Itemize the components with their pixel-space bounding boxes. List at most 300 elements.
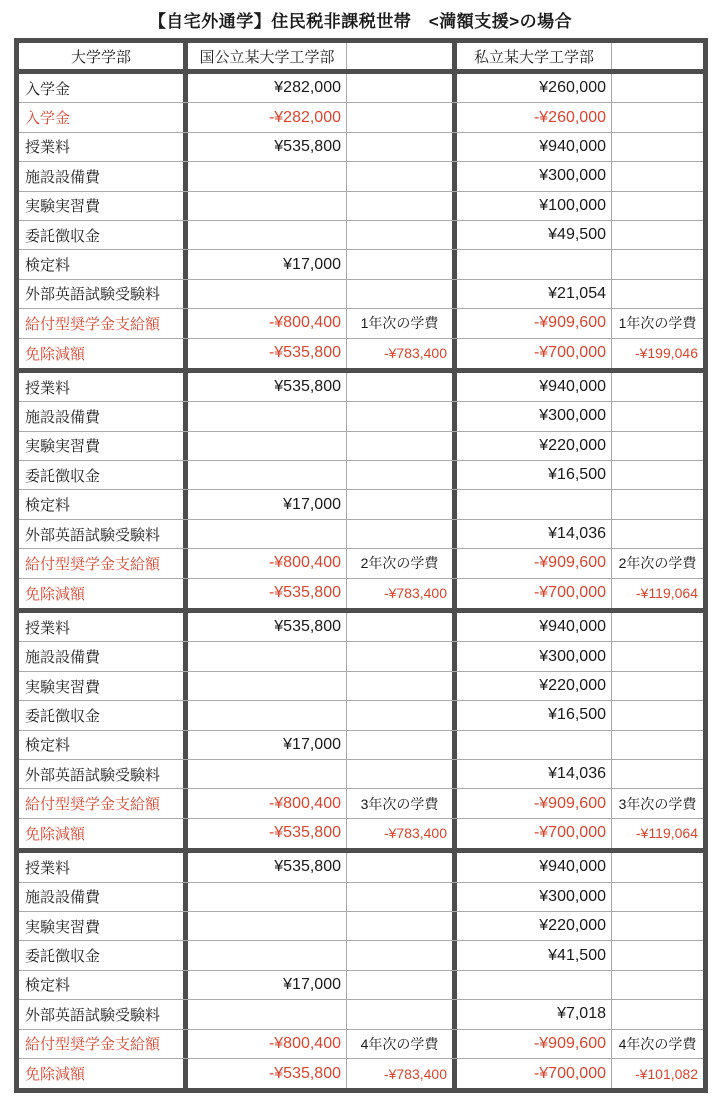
cell-value — [457, 339, 612, 368]
cell-value-text: -¥783,400 — [383, 1065, 447, 1082]
cell-value — [612, 789, 703, 817]
table-row — [19, 373, 703, 402]
cell-value-text: 2年次の学費 — [360, 555, 439, 572]
cell-value-text: -¥700,000 — [533, 344, 606, 362]
row-label — [19, 520, 188, 548]
row-label-text: 授業料 — [25, 379, 71, 397]
row-label-text: 授業料 — [25, 619, 71, 637]
cell-value — [347, 250, 457, 278]
cell-value — [612, 701, 703, 729]
cell-value — [347, 613, 457, 641]
cell-value — [188, 1030, 347, 1058]
cell-value-text: ¥41,500 — [548, 946, 606, 964]
cell-value-text: -¥800,400 — [268, 314, 341, 332]
cell-value — [188, 1000, 347, 1028]
cell-value — [188, 1059, 347, 1088]
header-national-note — [347, 43, 457, 69]
cell-value — [347, 701, 457, 729]
cell-value — [457, 789, 612, 817]
table-body — [19, 74, 703, 1088]
table-row — [19, 192, 703, 221]
cell-value — [347, 402, 457, 430]
row-label — [19, 1000, 188, 1028]
cell-value — [612, 853, 703, 881]
row-label — [19, 221, 188, 249]
cell-value — [457, 192, 612, 220]
row-label-text: 免除減額 — [25, 825, 86, 843]
cell-value-text: -¥119,064 — [635, 585, 698, 602]
cell-value — [347, 941, 457, 969]
row-label-text: 実験実習費 — [25, 678, 101, 696]
row-label-text: 外部英語試験受験料 — [25, 766, 161, 784]
table-row — [19, 789, 703, 818]
cell-value — [188, 402, 347, 430]
cell-value — [347, 74, 457, 102]
cell-value — [188, 74, 347, 102]
table-row — [19, 432, 703, 461]
cell-value — [612, 373, 703, 401]
cell-value — [457, 74, 612, 102]
row-label-text: 入学金 — [25, 110, 71, 128]
cell-value-text: -¥260,000 — [533, 108, 606, 126]
cell-value — [188, 432, 347, 460]
cell-value — [188, 490, 347, 518]
cell-value — [188, 373, 347, 401]
cell-value — [612, 221, 703, 249]
cell-value-text: 1年次の学費 — [618, 315, 697, 332]
cell-value — [347, 1030, 457, 1058]
row-label-text: 免除減額 — [25, 585, 86, 603]
table-row — [19, 250, 703, 279]
cell-value-text: 3年次の学費 — [618, 795, 697, 812]
table-row — [19, 103, 703, 132]
row-label — [19, 642, 188, 670]
section-year-3 — [19, 608, 703, 848]
cell-value — [347, 103, 457, 131]
table-row — [19, 579, 703, 608]
cell-value — [188, 162, 347, 190]
row-label — [19, 402, 188, 430]
row-label-text: 委託徴収金 — [25, 227, 101, 245]
cell-value-text: ¥17,000 — [283, 255, 341, 273]
cell-value — [188, 192, 347, 220]
cell-value — [347, 819, 457, 848]
cell-value-text: ¥282,000 — [274, 79, 341, 97]
row-label — [19, 250, 188, 278]
cell-value — [457, 432, 612, 460]
cell-value — [188, 461, 347, 489]
cell-value — [347, 373, 457, 401]
table-row — [19, 221, 703, 250]
cell-value — [347, 490, 457, 518]
row-label-text: 授業料 — [25, 859, 71, 877]
table-row — [19, 912, 703, 941]
cell-value-text: ¥535,800 — [274, 378, 341, 396]
cell-value — [457, 461, 612, 489]
row-label — [19, 731, 188, 759]
cell-value-text: -¥700,000 — [533, 1064, 606, 1082]
cell-value — [612, 760, 703, 788]
cell-value — [457, 1059, 612, 1088]
cell-value-text: -¥783,400 — [383, 585, 447, 602]
cell-value — [612, 432, 703, 460]
cell-value — [457, 373, 612, 401]
cell-value — [188, 819, 347, 848]
row-label — [19, 490, 188, 518]
cell-value — [188, 672, 347, 700]
cell-value — [612, 672, 703, 700]
cell-value — [347, 672, 457, 700]
cell-value — [457, 941, 612, 969]
row-label — [19, 432, 188, 460]
tuition-fees-table — [14, 38, 708, 1093]
row-label — [19, 613, 188, 641]
cell-value — [188, 613, 347, 641]
cell-value — [457, 613, 612, 641]
cell-value-text: ¥7,018 — [557, 1005, 606, 1023]
row-label-text: 給付型奨学金支給額 — [25, 1036, 161, 1054]
cell-value — [612, 490, 703, 518]
table-row — [19, 853, 703, 882]
header-private-university — [457, 43, 612, 69]
cell-value — [612, 883, 703, 911]
cell-value — [347, 339, 457, 368]
cell-value — [612, 642, 703, 670]
cell-value — [347, 1059, 457, 1088]
row-label — [19, 672, 188, 700]
row-label — [19, 461, 188, 489]
cell-value-text: ¥300,000 — [539, 887, 606, 905]
row-label-text: 免除減額 — [25, 1066, 86, 1084]
cell-value — [347, 853, 457, 881]
cell-value — [188, 760, 347, 788]
cell-value — [188, 309, 347, 337]
cell-value — [188, 133, 347, 161]
table-row — [19, 819, 703, 848]
cell-value — [347, 520, 457, 548]
cell-value — [612, 731, 703, 759]
row-label — [19, 1030, 188, 1058]
cell-value — [347, 789, 457, 817]
cell-value — [188, 250, 347, 278]
cell-value — [612, 579, 703, 608]
row-label — [19, 912, 188, 940]
cell-value — [347, 1000, 457, 1028]
cell-value — [347, 642, 457, 670]
cell-value-text: 1年次の学費 — [360, 315, 439, 332]
table-row — [19, 642, 703, 671]
table-header-row — [19, 43, 703, 74]
cell-value — [188, 221, 347, 249]
table-row — [19, 280, 703, 309]
cell-value — [347, 912, 457, 940]
table-row — [19, 613, 703, 642]
row-label-text: 実験実習費 — [25, 918, 101, 936]
row-label — [19, 309, 188, 337]
cell-value-text: -¥700,000 — [533, 824, 606, 842]
cell-value — [612, 402, 703, 430]
cell-value — [188, 339, 347, 368]
cell-value — [188, 642, 347, 670]
cell-value — [457, 549, 612, 577]
row-label — [19, 883, 188, 911]
cell-value-text: -¥535,800 — [268, 824, 341, 842]
cell-value — [457, 520, 612, 548]
row-label — [19, 74, 188, 102]
row-label-text: 検定料 — [25, 977, 71, 995]
cell-value-text: ¥100,000 — [539, 196, 606, 214]
cell-value — [612, 309, 703, 337]
table-row — [19, 701, 703, 730]
table-row — [19, 883, 703, 912]
header-private-note — [612, 43, 703, 69]
row-label-text: 実験実習費 — [25, 438, 101, 456]
page-title: 【自宅外通学】住民税非課税世帯 <満額支援>の場合 — [148, 12, 573, 31]
cell-value — [347, 760, 457, 788]
cell-value-text: ¥14,036 — [548, 525, 606, 543]
table-row — [19, 760, 703, 789]
table-row — [19, 309, 703, 338]
cell-value-text: ¥300,000 — [539, 167, 606, 185]
section-year-1 — [19, 74, 703, 368]
cell-value — [347, 162, 457, 190]
table-row — [19, 74, 703, 103]
cell-value-text: ¥300,000 — [539, 407, 606, 425]
cell-value — [612, 819, 703, 848]
section-year-4 — [19, 848, 703, 1088]
cell-value — [347, 309, 457, 337]
cell-value — [612, 192, 703, 220]
cell-value-text: ¥17,000 — [283, 975, 341, 993]
cell-value-text: ¥300,000 — [539, 647, 606, 665]
cell-value-text: ¥940,000 — [539, 858, 606, 876]
row-label-text: 施設設備費 — [25, 168, 101, 186]
cell-value — [612, 941, 703, 969]
cell-value-text: ¥49,500 — [548, 226, 606, 244]
table-row — [19, 549, 703, 578]
cell-value — [347, 280, 457, 308]
table-row — [19, 672, 703, 701]
cell-value — [457, 853, 612, 881]
cell-value-text: -¥199,046 — [634, 345, 698, 362]
cell-value-text: -¥783,400 — [383, 825, 447, 842]
cell-value — [612, 280, 703, 308]
cell-value — [347, 883, 457, 911]
table-row — [19, 402, 703, 431]
cell-value — [188, 789, 347, 817]
cell-value — [457, 133, 612, 161]
cell-value — [457, 672, 612, 700]
cell-value — [457, 642, 612, 670]
cell-value — [347, 731, 457, 759]
cell-value — [457, 579, 612, 608]
cell-value — [347, 432, 457, 460]
row-label — [19, 819, 188, 848]
cell-value-text: ¥220,000 — [539, 917, 606, 935]
cell-value — [188, 853, 347, 881]
row-label-text: 外部英語試験受験料 — [25, 526, 161, 544]
row-label — [19, 789, 188, 817]
cell-value-text: ¥220,000 — [539, 677, 606, 694]
row-label — [19, 971, 188, 999]
cell-value — [457, 103, 612, 131]
table-row — [19, 520, 703, 549]
table-row — [19, 1059, 703, 1088]
row-label-text: 委託徴収金 — [25, 948, 101, 966]
cell-value-text: ¥17,000 — [283, 735, 341, 753]
row-label — [19, 579, 188, 608]
cell-value — [188, 731, 347, 759]
cell-value — [612, 1000, 703, 1028]
section-year-2 — [19, 368, 703, 608]
cell-value — [188, 941, 347, 969]
row-label-text: 委託徴収金 — [25, 467, 101, 485]
cell-value — [457, 701, 612, 729]
row-label-text: 給付型奨学金支給額 — [25, 315, 161, 333]
row-label — [19, 373, 188, 401]
cell-value-text: -¥535,800 — [268, 1064, 341, 1082]
cell-value-text: -¥119,064 — [635, 825, 698, 842]
row-label — [19, 549, 188, 577]
cell-value-text: 3年次の学費 — [360, 795, 439, 812]
cell-value — [457, 280, 612, 308]
header-national-university — [188, 43, 347, 69]
cell-value-text: ¥220,000 — [539, 436, 606, 454]
cell-value — [612, 613, 703, 641]
cell-value-text: ¥535,800 — [274, 858, 341, 876]
cell-value — [188, 701, 347, 729]
table-row — [19, 490, 703, 519]
row-label-text: 入学金 — [25, 80, 71, 98]
header-label: 私立某大学工学部 — [473, 48, 594, 66]
cell-value-text: -¥535,800 — [268, 584, 341, 602]
cell-value — [457, 162, 612, 190]
row-label-text: 施設設備費 — [25, 408, 101, 426]
table-row — [19, 731, 703, 760]
cell-value — [457, 221, 612, 249]
cell-value-text: ¥16,500 — [548, 706, 606, 724]
row-label-text: 給付型奨学金支給額 — [25, 796, 161, 814]
row-label — [19, 853, 188, 881]
cell-value-text: 4年次の学費 — [618, 1035, 697, 1052]
row-label-text: 給付型奨学金支給額 — [25, 555, 161, 573]
row-label-text: 検定料 — [25, 737, 71, 755]
cell-value — [347, 971, 457, 999]
cell-value — [188, 912, 347, 940]
cell-value — [188, 549, 347, 577]
row-label-text: 外部英語試験受験料 — [25, 286, 161, 304]
cell-value-text: -¥783,400 — [383, 345, 447, 362]
table-row — [19, 461, 703, 490]
cell-value — [612, 549, 703, 577]
row-label — [19, 192, 188, 220]
cell-value — [188, 883, 347, 911]
cell-value-text: ¥940,000 — [539, 378, 606, 396]
cell-value-text: 4年次の学費 — [360, 1035, 439, 1052]
cell-value-text: -¥800,400 — [268, 1034, 341, 1052]
cell-value-text: ¥21,054 — [548, 284, 606, 302]
cell-value — [612, 1030, 703, 1058]
row-label — [19, 133, 188, 161]
cell-value-text: ¥940,000 — [539, 137, 606, 155]
row-label — [19, 162, 188, 190]
cell-value — [347, 133, 457, 161]
row-label-text: 授業料 — [25, 139, 71, 157]
row-label-text: 検定料 — [25, 497, 71, 515]
cell-value-text: ¥535,800 — [274, 618, 341, 636]
cell-value — [457, 971, 612, 999]
cell-value — [612, 339, 703, 368]
cell-value — [347, 192, 457, 220]
cell-value — [188, 103, 347, 131]
cell-value-text: -¥909,600 — [533, 554, 606, 572]
cell-value-text: -¥909,600 — [533, 794, 606, 812]
cell-value — [612, 461, 703, 489]
cell-value — [457, 309, 612, 337]
cell-value — [612, 74, 703, 102]
table-row — [19, 1000, 703, 1029]
cell-value-text: ¥16,500 — [548, 466, 606, 484]
cell-value — [188, 971, 347, 999]
cell-value-text: ¥260,000 — [539, 79, 606, 97]
cell-value — [612, 520, 703, 548]
row-label-text: 外部英語試験受験料 — [25, 1006, 161, 1024]
cell-value — [457, 883, 612, 911]
cell-value — [347, 221, 457, 249]
cell-value — [347, 461, 457, 489]
cell-value — [188, 579, 347, 608]
table-row — [19, 1030, 703, 1059]
cell-value-text: -¥535,800 — [268, 344, 341, 362]
cell-value — [612, 250, 703, 278]
table-row — [19, 162, 703, 191]
cell-value — [188, 520, 347, 548]
cell-value-text: ¥940,000 — [539, 618, 606, 636]
cell-value-text: -¥700,000 — [533, 584, 606, 602]
row-label-text: 施設設備費 — [25, 649, 101, 667]
table-row — [19, 339, 703, 368]
table-row — [19, 971, 703, 1000]
cell-value — [612, 1059, 703, 1088]
row-label — [19, 339, 188, 368]
cell-value-text: -¥800,400 — [268, 554, 341, 572]
cell-value — [457, 912, 612, 940]
row-label — [19, 103, 188, 131]
cell-value-text: -¥282,000 — [268, 108, 341, 126]
row-label-text: 委託徴収金 — [25, 707, 101, 725]
cell-value — [612, 971, 703, 999]
table-row — [19, 133, 703, 162]
cell-value — [612, 912, 703, 940]
cell-value — [457, 731, 612, 759]
cell-value — [457, 402, 612, 430]
row-label — [19, 701, 188, 729]
cell-value — [457, 490, 612, 518]
row-label-text: 検定料 — [25, 257, 71, 275]
cell-value — [612, 103, 703, 131]
cell-value-text: ¥14,036 — [548, 765, 606, 783]
header-label: 国公立某大学工学部 — [199, 48, 335, 66]
cell-value — [457, 819, 612, 848]
cell-value — [612, 133, 703, 161]
row-label-text: 免除減額 — [25, 345, 86, 363]
cell-value-text: -¥909,600 — [533, 1034, 606, 1052]
row-label — [19, 941, 188, 969]
cell-value — [457, 760, 612, 788]
cell-value-text: ¥17,000 — [283, 495, 341, 513]
row-label — [19, 1059, 188, 1088]
cell-value — [457, 250, 612, 278]
